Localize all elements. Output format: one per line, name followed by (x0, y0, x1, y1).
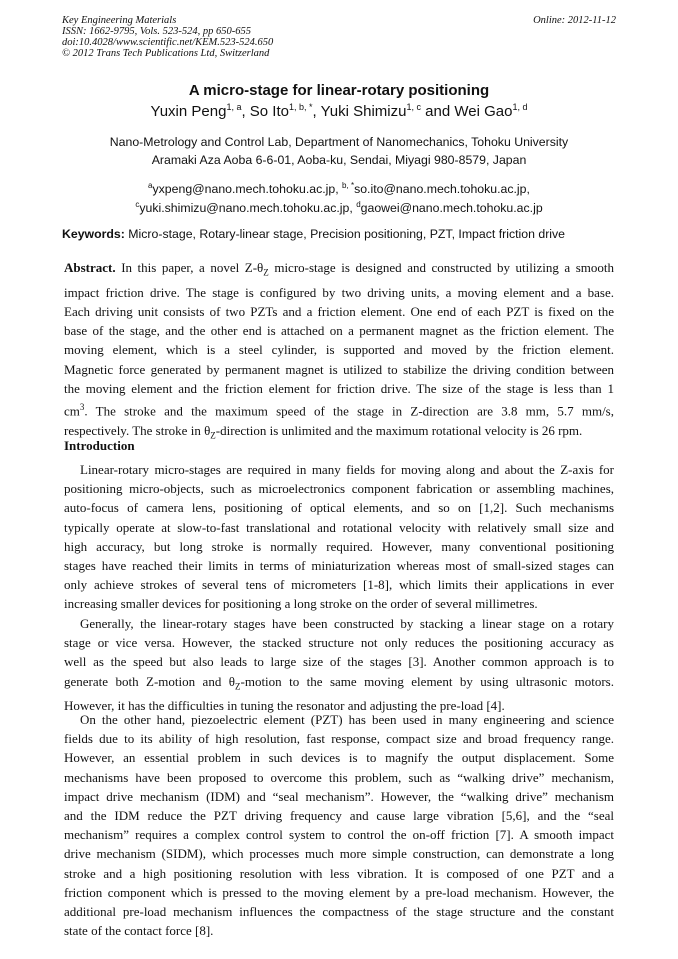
intro-paragraph-2: Generally, the linear-rotary stages have been constructed by stacking a linear stage on a rotary stage or vice versa. However, the stacked structure not only reduces the positioning accuracy as well as the speed but also leads to large size of the stages [3]. Another common approach is to generate both Z-motion and $\theta_Z$-motion to the same moving element by using ultrasonic motors. However, it has the difficulties in tuning the resonator and adjusting the pre-load [4]. (64, 616, 614, 714)
affiliation-line-2: Aramaki Aza Aoba 6-6-01, Aoba-ku, Sendai, Miyagi 980-8579, Japan (151, 153, 527, 167)
abstract: Abstract. In this paper, a novel $Z-\theta_Z$ micro-stage is designed and constructed by utilizing a smooth impact friction drive. The stage is configured by two driving units, a moving element and a base. Each driving unit consists of two PZTs and a friction element. One end of each PZT is fixed on the base of the stage, and the other end is attached on a permanent magnet as the friction element. The moving element, which is a steel cylinder, is supported and moved by the friction element. Magnetic force generated by permanent magnet is utilized to stabilize the driving condition between the moving element and the friction element for friction drive. The size of the stage is less than 1 $cm^3$. The stroke and the maximum speed of the stage in Z-direction are 3.8 mm, 5.7 mm/s, respectively. The stroke in $\theta_Z$-direction is unlimited and the maximum rotational velocity is 26 rpm. (64, 260, 615, 441)
keywords-label: Keywords: (62, 227, 125, 241)
email-line-1: $^a$yxpeng@nano.mech.tohoku.ac.jp, $^{b, *}$so.ito@nano.mech.tohoku.ac.jp, (148, 181, 530, 197)
abstract-label: Abstract. (64, 260, 116, 275)
email-line-2: $^c$yuki.shimizu@nano.mech.tohoku.ac.jp, $^d$gaowei@nano.mech.tohoku.ac.jp (135, 200, 543, 216)
journal-name: Key Engineering Materials (62, 15, 177, 26)
author-affil-sup: 1, d (512, 102, 528, 112)
author-affil-sup: 1, c (406, 102, 421, 112)
intro-paragraph-3: On the other hand, piezoelectric element (PZT) has been used in many engineering and science fields due to its ability of high resolution, fast response, compact size and broad frequency range. However, an essential problem in such devices is to magnify the output displacement. Some mechanisms have been proposed to overcome this problem, such as “walking drive” mechanism, impact drive mechanism (IDM) and “seal mechanism”. However, the “walking drive” mechanism and the IDM reduce the PZT driving frequency and cause large vibration [5,6], and the “seal mechanism” requires a complex control system to control the on-off friction [7]. A smooth impact drive mechanism (SIDM), which processes much more simple construction, can demonstrate a long stroke and a high positioning resolution with less vibration. It is composed of one PZT and a friction component which is pressed to the moving element by a pre-load mechanism. However, the additional pre-load mechanism influences the compactness of the stage structure and the constant state of the contact force [8]. (64, 712, 614, 939)
journal-header (62, 15, 616, 59)
section-heading-introduction: Introduction (64, 438, 135, 453)
author-name: Wei Gao (454, 103, 513, 120)
email-address[interactable]: so.ito@nano.mech.tohoku.ac.jp, (354, 182, 530, 197)
doi-line: doi:10.4028/www.scientific.net/KEM.523-524.650 (62, 37, 274, 48)
email-address[interactable]: yxpeng@nano.mech.tohoku.ac.jp, (152, 182, 343, 197)
author-name: Yuki Shimizu (320, 103, 407, 120)
author-name: Yuxin Peng (150, 103, 227, 120)
issn-line: ISSN: 1662-9795, Vols. 523-524, pp 650-655 (62, 26, 251, 37)
paper-title: A micro-stage for linear-rotary positioning (188, 82, 490, 99)
intro-paragraph-1: Linear-rotary micro-stages are required in many fields for moving along and about the Z-axis for positioning micro-objects, such as microelectronics component fabrication or assembling machines, auto-focus of camera lens, positioning of optical elements, and so on [1,2]. Such mechanisms typically operate at slow-to-fast translational and rotational velocity with relatively small size and high accuracy, but long stroke is normally required. However, many conventional positioning stages have reached their limits in terms of miniaturization whereas most of small-sized stages can only achieve strokes of several tens of micrometers [1-8], which limits their applications in ever increasing smaller devices for positioning a long stroke on the order of several millimetres. (64, 462, 614, 612)
author-list: Yuxin Peng$^{1, a}$, So Ito$^{1, b, *}$, Yuki Shimizu$^{1, c}$ and Wei Gao$^{1, d}$ (150, 102, 528, 120)
email-address[interactable]: yuki.shimizu@nano.mech.tohoku.ac.jp, (139, 201, 357, 216)
keywords-text: Micro-stage, Rotary-linear stage, Precision positioning, PZT, Impact friction drive (128, 227, 566, 241)
copyright-line: © 2012 Trans Tech Publications Ltd, Switzerland (62, 48, 270, 59)
email-address[interactable]: gaowei@nano.mech.tohoku.ac.jp (360, 201, 543, 216)
author-affil-sup: 1, a (226, 102, 242, 112)
author-affil-sup: 1, b, * (289, 102, 313, 112)
affiliation-line-1: Nano-Metrology and Control Lab, Department of Nanomechanics, Tohoku University (109, 135, 569, 149)
online-date: Online: 2012-11-12 (533, 15, 616, 26)
keywords (62, 227, 618, 241)
author-name: So Ito (249, 103, 289, 120)
